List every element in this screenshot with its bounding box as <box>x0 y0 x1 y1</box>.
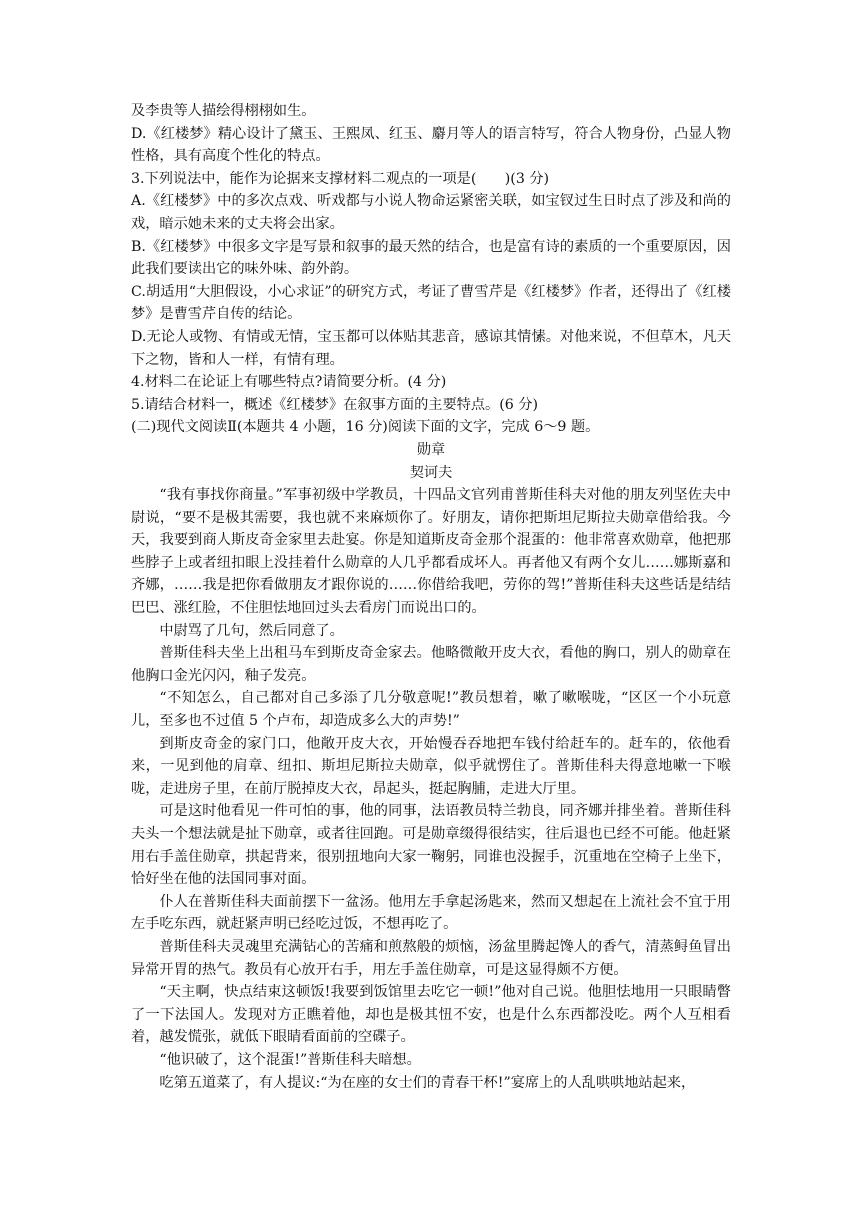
story-paragraph: 中尉骂了几句，然后同意了。 <box>159 622 344 639</box>
q3-option-b: B.《红楼梦》中很多文字是写景和叙事的最天然的结合，也是富有诗的素质的一个重要原因，因此我们要读出它的味外味、韵外韵。 <box>131 238 731 278</box>
story-paragraph: 仆人在普斯佳科夫面前摆下一盆汤。他用左手拿起汤匙来，然而又想起在上流社会不宜于用左手吃东西，就赶紧声明已经吃过饭，不想再吃了。 <box>131 893 731 933</box>
question-3: 3.下列说法中，能作为论据来支撑材料二观点的一项是( )(3 分) <box>131 170 550 187</box>
story-paragraph: “我有事找你商量。”军事初级中学教员，十四品文官列甫普斯佳科夫对他的朋友列坚佐夫中尉说，“要不是极其需要，我也就不来麻烦你了。好朋友，请你把斯坦尼斯拉夫勋章借给我。今天，我要到商人斯皮奇金家里去赴宴。你是知道斯皮奇金那个混蛋的：他非常喜欢勋章，他把那些脖子上或者纽扣眼上没挂着什么勋章的人几乎都看成坏人。再者他又有两个女儿……娜斯嘉和齐娜，……我是把你看做朋友才跟你说的……你借给我吧，劳你的驾!”普斯佳科夫这些话是结结巴巴、涨红脸，不住胆怯地回过头去看房门而说出口的。 <box>131 487 731 617</box>
story-paragraph: “不知怎么，自己都对自己多添了几分敬意呢!”教员想着，嗽了嗽喉咙，“区区一个小玩意儿，至多也不过值 5 个卢布，却造成多么大的声势!” <box>131 690 731 730</box>
story-paragraph: “他识破了，这个混蛋!”普斯佳科夫暗想。 <box>159 1051 421 1068</box>
q3-option-d: D.无论人或物、有情或无情，宝玉都可以体贴其悲音，感谅其情愫。对他来说，不但草木，凡天下之物，皆和人一样，有情有理。 <box>131 328 731 368</box>
question-5: 5.请结合材料一，概述《红楼梦》在叙事方面的主要特点。(6 分) <box>131 396 539 413</box>
story-paragraph: 普斯佳科夫坐上出租马车到斯皮奇金家去。他略微敞开皮大衣，看他的胸口，别人的勋章在他胸口金光闪闪，釉子发亮。 <box>131 645 731 684</box>
story-paragraph: 吃第五道菜了，有人提议:“为在座的女士们的青春干杯!”宴席上的人乱哄哄地站起来， <box>159 1074 696 1091</box>
story-title: 勋章 <box>416 441 446 458</box>
story-paragraph: “天主啊，快点结束这顿饭!我要到饭馆里去吃它一顿!”他对自己说。他胆怯地用一只眼睛瞥了一下法国人。发现对方正瞧着他，却也是极其忸不安，也是什么东西都没吃。两个人互相看着，越发慌张，就低下眼睛看面前的空碟子。 <box>131 984 731 1046</box>
q3-option-a: A.《红楼梦》中的多次点戏、听戏都与小说人物命运紧密关联，如宝钗过生日时点了涉及和尚的戏，暗示她未来的丈夫将会出家。 <box>131 193 731 232</box>
story-paragraph: 普斯佳科夫灵魂里充满钻心的苦痛和煎熬般的烦恼，汤盆里腾起馋人的香气，清蒸鲟鱼冒出异常开胃的热气。教员有心放开右手，用左手盖住勋章，可是这显得颇不方便。 <box>131 938 731 978</box>
q3-option-c: C.胡适用“大胆假设，小心求证”的研究方式，考证了曹雪芹是《红楼梦》作者，还得出了《红楼梦》是曹雪芹自传的结论。 <box>131 283 731 323</box>
story-paragraph: 可是这时他看见一件可怕的事，他的同事，法语教员特兰勃良，同齐娜并排坐着。普斯佳科夫头一个想法就是扯下勋章，或者往回跑。可是勋章缀得很结实，往后退也已经不可能。他赶紧用右手盖住勋章，拱起背来，很别扭地向大家一鞠躬，同谁也没握手，沉重地在空椅子上坐下，恰好坐在他的法国同事对面。 <box>131 803 731 888</box>
q2-option-d: D.《红楼梦》精心设计了黛玉、王熙凤、红玉、麝月等人的语言特写，符合人物身份，凸显人物性格，具有高度个性化的特点。 <box>131 125 731 165</box>
document-page <box>131 100 731 1094</box>
story-paragraph: 到斯皮奇金的家门口，他敞开皮大衣，开始慢吞吞地把车钱付给赶车的。赶车的，依他看来，一见到他的肩章、纽扣、斯坦尼斯拉夫勋章，似乎就愣住了。普斯佳科夫得意地嗽一下喉咙，走进房子里，在前厅脱掉皮大衣，昂起头，挺起胸脯，走进大厅里。 <box>131 735 731 797</box>
story-author: 契诃夫 <box>409 464 453 481</box>
intro-tail: 及李贵等人描绘得栩栩如生。 <box>131 103 316 119</box>
section-heading: (二)现代文阅读Ⅱ(本题共 4 小题，16 分)阅读下面的文字，完成 6～9 题。 <box>131 419 600 436</box>
question-4: 4.材料二在论证上有哪些特点?请简要分析。(4 分) <box>131 374 447 391</box>
